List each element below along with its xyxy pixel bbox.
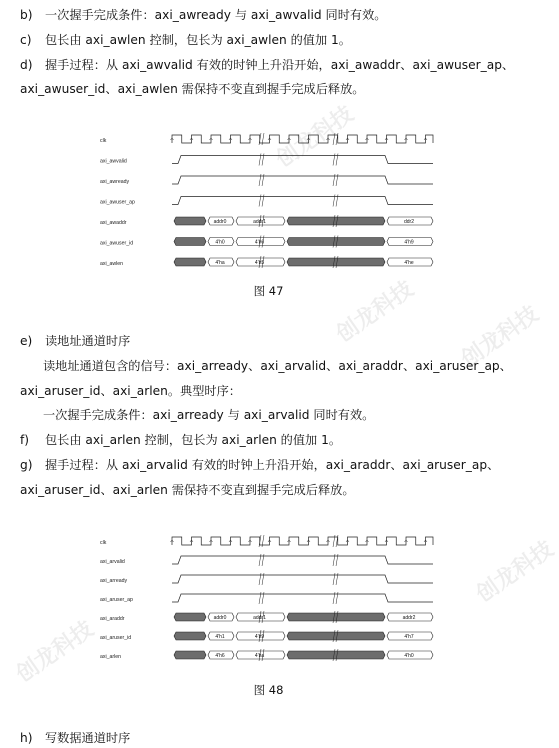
signal-name: clk [100, 540, 107, 546]
paragraph-text: axi_aruser_id、axi_arlen。典型时序： [20, 384, 241, 398]
bus-value-label: 4'h5 [254, 260, 265, 266]
bus-segment-idle [174, 217, 206, 225]
item-continuation: axi_aruser_id、axi_arlen 需保持不变直到握手完成后释放。 [20, 483, 355, 497]
bus-value-label: 4'h6 [215, 653, 225, 659]
bus-segment-idle [287, 613, 385, 621]
item-marker: f) [20, 433, 30, 447]
timing-diagram-48 [100, 531, 440, 666]
pulse-wave [172, 556, 433, 564]
signal-name: axi_arvalid [100, 559, 125, 565]
signal-name: axi_aruser_ap [100, 597, 133, 603]
paragraph-text: 读地址通道包含的信号：axi_arready、axi_arvalid、axi_araddr、axi_aruser_ap、 [43, 359, 512, 373]
watermark-5: 创龙科技 [11, 616, 99, 688]
pulse-wave [172, 594, 433, 602]
pulse-wave [172, 156, 433, 164]
bus-value-label: 4'h0 [215, 239, 225, 246]
pulse-wave [172, 575, 433, 583]
signal-name: axi_awuser_ap [100, 199, 135, 206]
bus-segment-idle [287, 258, 385, 266]
item-marker: c) [20, 33, 32, 47]
bus-value-label: 4'ha [254, 653, 265, 659]
figure-caption: 图 47 [253, 284, 284, 298]
watermark-2: 创龙科技 [456, 301, 544, 373]
bus-segment-idle [174, 258, 206, 266]
signal-name: axi_arlen [100, 654, 122, 660]
bus-segment-idle [174, 651, 206, 659]
clock-wave [172, 537, 433, 545]
signal-name: axi_awlen [100, 261, 124, 267]
watermark-4: 创龙科技 [471, 536, 559, 608]
bus-value-label: addr2 [402, 615, 416, 621]
item-marker: d) [20, 58, 33, 72]
bus-value-label: addr1 [253, 615, 266, 621]
bus-value-label: 4'h0 [404, 653, 414, 659]
item-marker: h) [20, 731, 33, 745]
signal-name: axi_awuser_id [100, 240, 134, 247]
signal-name: axi_araddr [100, 616, 125, 622]
bus-value-label: 4'h6 [254, 239, 265, 246]
bus-value-label: 4'ha [215, 260, 225, 266]
item-text: 包长由 axi_arlen 控制，包长为 axi_arlen 的值加 1。 [45, 433, 342, 447]
watermark-3: 创龙科技 [331, 276, 419, 348]
item-marker: g) [20, 458, 33, 472]
bus-segment-idle [174, 613, 206, 621]
bus-value-label: 4'he [404, 260, 414, 266]
watermark-1: 创龙科技 [271, 101, 359, 173]
signal-name: axi_awvalid [100, 158, 127, 165]
bus-segment-idle [174, 632, 206, 640]
signal-name: axi_awready [100, 179, 130, 185]
bus-value-label: 4'h7 [404, 634, 414, 640]
item-text: 一次握手完成条件：axi_awready 与 axi_awvalid 同时有效。 [45, 8, 387, 22]
paragraph-text: 一次握手完成条件：axi_arready 与 axi_arvalid 同时有效。 [43, 408, 375, 422]
signal-name: axi_arready [100, 578, 128, 584]
bus-segment-idle [287, 632, 385, 640]
bus-value-label: addr0 [213, 615, 227, 621]
signal-name: axi_awaddr [100, 220, 127, 226]
pulse-wave [172, 197, 433, 205]
item-text: 包长由 axi_awlen 控制，包长为 axi_awlen 的值加 1。 [45, 33, 351, 47]
bus-value-label: 4'h9 [254, 634, 265, 640]
bus-segment-idle [287, 217, 385, 225]
signal-name: clk [100, 138, 107, 144]
pulse-wave [172, 176, 433, 184]
item-marker: e) [20, 334, 33, 348]
bus-value-label: ddr2 [403, 219, 415, 225]
bus-segment-idle [287, 651, 385, 659]
item-text: 握手过程：从 axi_awvalid 有效的时钟上升沿开始，axi_awaddr、axi_awuser_ap、 [45, 58, 515, 72]
bus-segment-idle [174, 238, 206, 246]
item-text: 读地址通道时序 [45, 334, 131, 348]
bus-value-label: 4'h9 [404, 239, 414, 246]
bus-value-label: addr1 [253, 219, 266, 225]
signal-name: axi_aruser_id [100, 635, 132, 641]
bus-value-label: addr0 [213, 219, 227, 225]
clock-wave [172, 135, 433, 143]
item-marker: b) [20, 8, 33, 22]
bus-segment-idle [287, 238, 385, 246]
item-text: 写数据通道时序 [45, 731, 131, 745]
item-continuation: axi_awuser_id、axi_awlen 需保持不变直到握手完成后释放。 [20, 82, 365, 96]
figure-caption: 图 48 [253, 683, 284, 697]
bus-value-label: 4'h1 [215, 634, 225, 640]
item-text: 握手过程：从 axi_arvalid 有效的时钟上升沿开始，axi_araddr、axi_aruser_ap、 [45, 458, 500, 472]
timing-diagram-47 [100, 127, 440, 272]
